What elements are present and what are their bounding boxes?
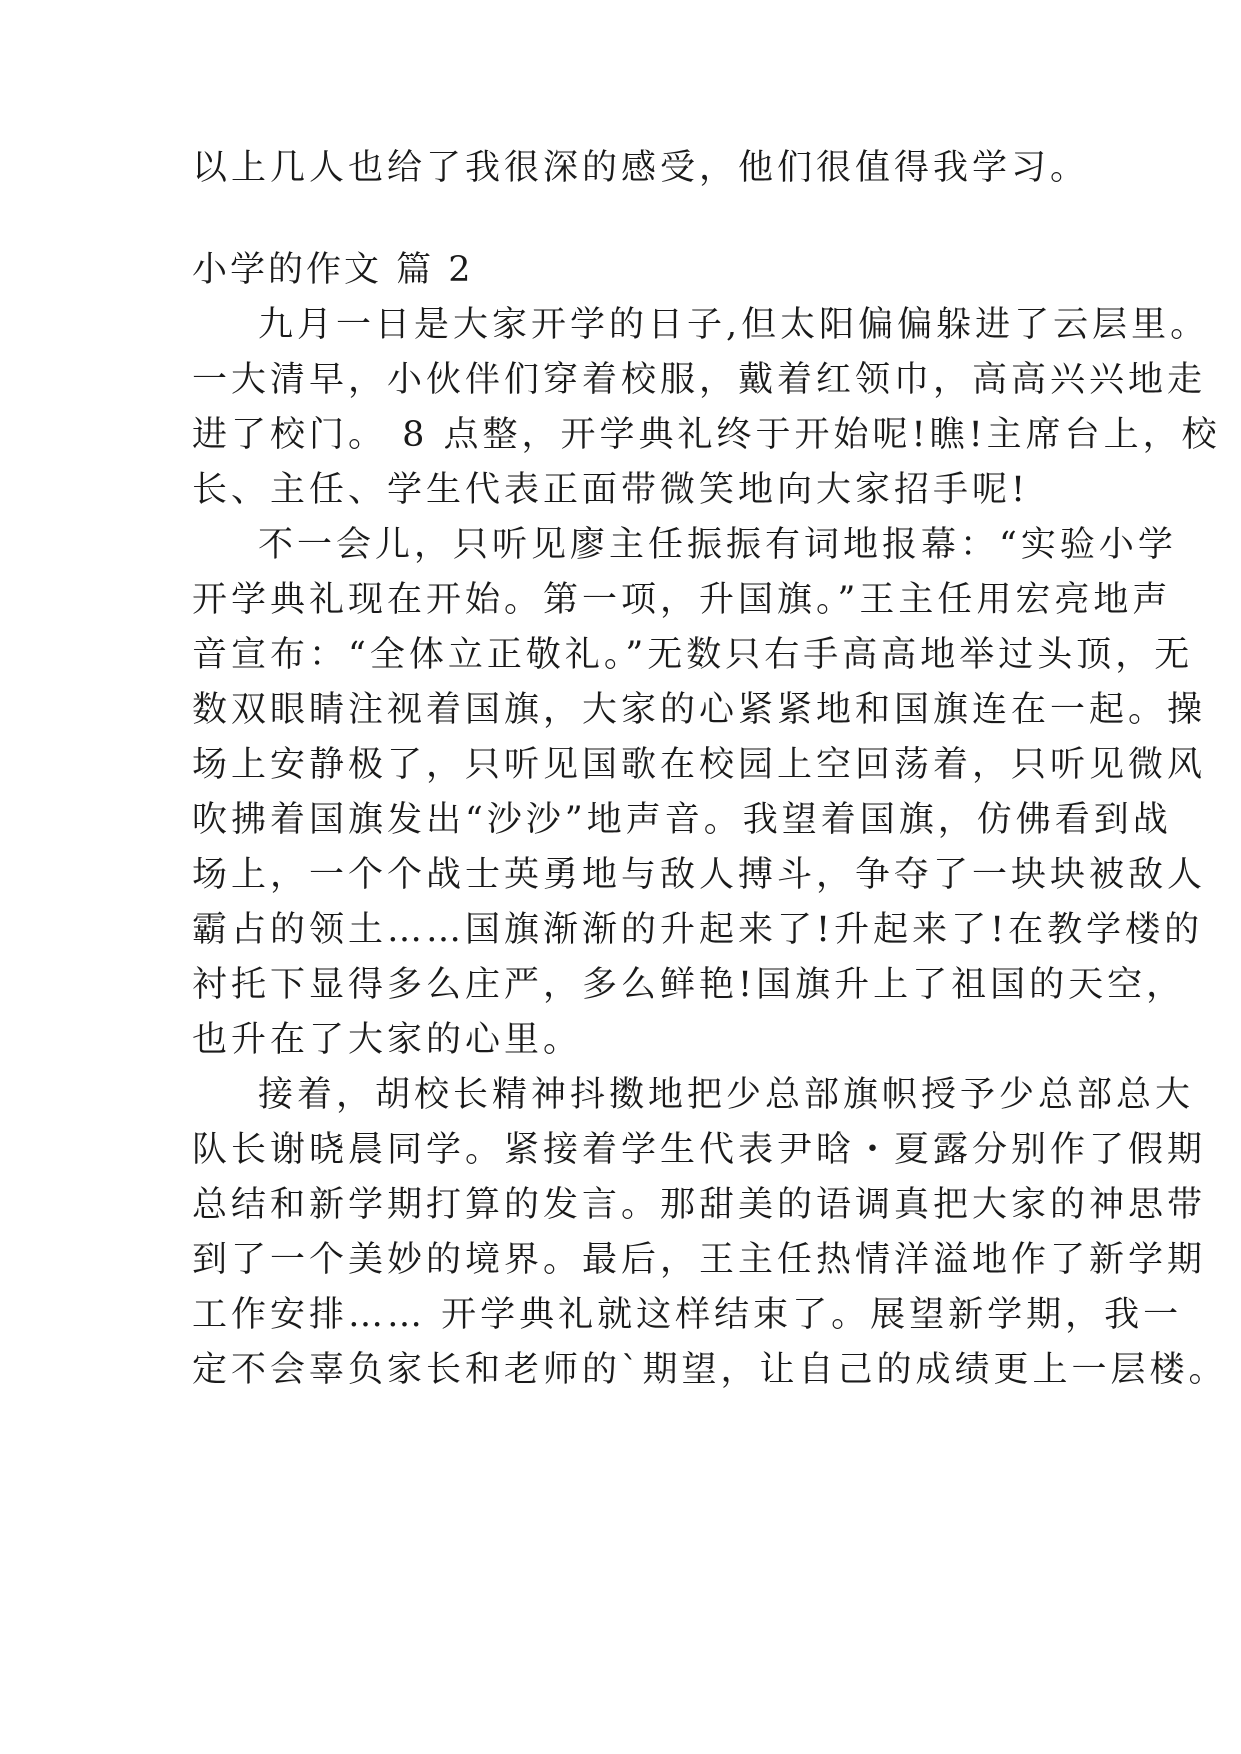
section-title: 小学的作文 篇 2 <box>192 250 474 290</box>
paragraph-line: 也升在了大家的心里。 <box>192 1020 583 1060</box>
paragraph-line: 进了校门。 8 点整，开学典礼终于开始呢!瞧!主席台上，校 <box>192 415 1221 455</box>
paragraph-line: 一大清早，小伙伴们穿着校服，戴着红领巾，高高兴兴地走 <box>192 360 1207 400</box>
paragraph-line: 霸占的领土……国旗渐渐的升起来了!升起来了!在教学楼的 <box>192 910 1204 950</box>
paragraph-line: 到了一个美妙的境界。最后，王主任热情洋溢地作了新学期 <box>192 1240 1207 1280</box>
paragraph-line: 音宣布：“全体立正敬礼。”无数只右手高高地举过头顶，无 <box>192 635 1194 675</box>
intro-line: 以上几人也给了我很深的感受，他们很值得我学习。 <box>192 148 1090 188</box>
paragraph-line: 总结和新学期打算的发言。那甜美的语调真把大家的神思带 <box>192 1185 1207 1225</box>
paragraph-line: 接着，胡校长精神抖擞地把少总部旗帜授予少总部总大 <box>258 1075 1195 1115</box>
paragraph-line: 定不会辜负家长和老师的`期望，让自己的成绩更上一层楼。 <box>192 1350 1228 1390</box>
paragraph-line: 数双眼睛注视着国旗，大家的心紧紧地和国旗连在一起。操 <box>192 690 1207 730</box>
paragraph-line: 队长谢晓晨同学。紧接着学生代表尹晗・夏露分别作了假期 <box>192 1130 1207 1170</box>
paragraph-line: 工作安排…… 开学典礼就这样结束了。展望新学期，我一 <box>192 1295 1183 1335</box>
paragraph-line: 吹拂着国旗发出“沙沙”地声音。我望着国旗，仿佛看到战 <box>192 800 1172 840</box>
paragraph-line: 九月一日是大家开学的日子,但太阳偏偏躲进了云层里。 <box>258 305 1210 345</box>
paragraph-line: 场上，一个个战士英勇地与敌人搏斗，争夺了一块块被敌人 <box>192 855 1207 895</box>
paragraph-line: 开学典礼现在开始。第一项，升国旗。”王主任用宏亮地声 <box>192 580 1172 620</box>
paragraph-line: 长、主任、学生代表正面带微笑地向大家招手呢! <box>192 470 1030 510</box>
paragraph-line: 场上安静极了，只听见国歌在校园上空回荡着，只听见微风 <box>192 745 1207 785</box>
paragraph-line: 不一会儿，只听见廖主任振振有词地报幕：“实验小学 <box>258 525 1177 565</box>
paragraph-line: 衬托下显得多么庄严，多么鲜艳!国旗升上了祖国的天空， <box>192 965 1186 1005</box>
